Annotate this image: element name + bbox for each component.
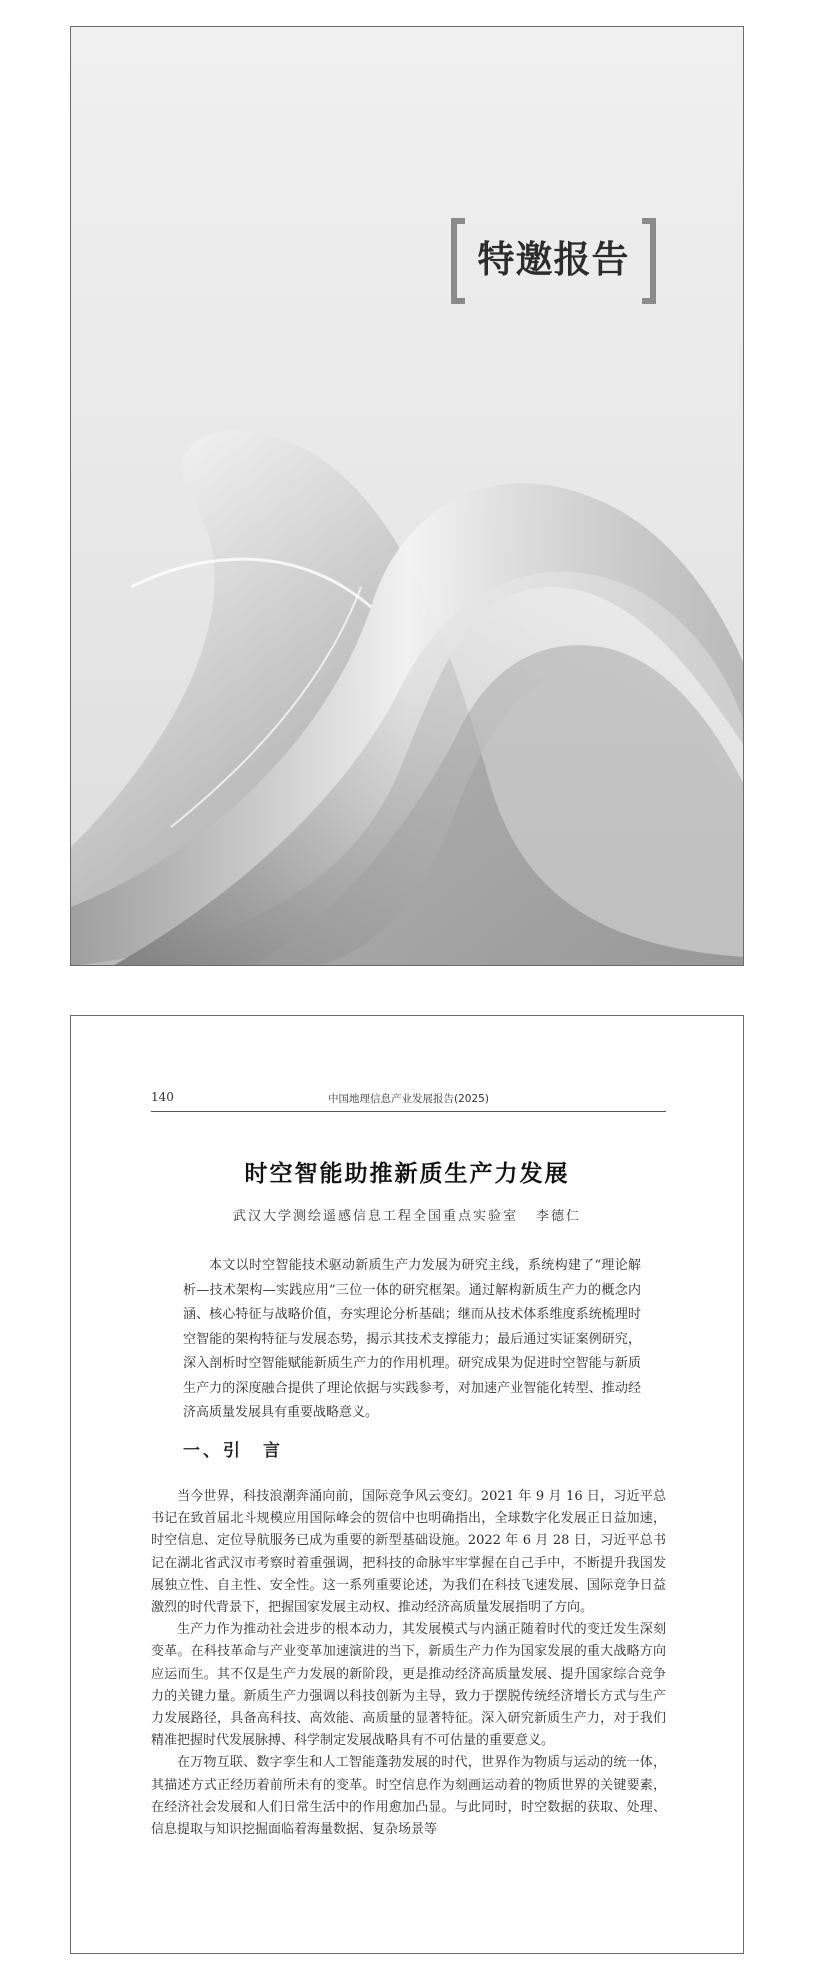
body-text [151,1486,666,1841]
cover-page [70,26,744,966]
author: 李德仁 [536,1209,582,1224]
running-head [151,1087,666,1112]
paragraph: 在万物互联、数字孪生和人工智能蓬勃发展的时代，世界作为物质与运动的统一体，其描述方式正经历着前所未有的变革。时空信息作为刻画运动着的物质世界的关键要素，在经济社会发展和人们日常生活中的作用愈加凸显。与此同时，时空数据的获取、处理、信息提取与知识挖掘面临着海量数据、复杂场景等 [151,1755,666,1838]
section-title: 特邀报告 [477,238,630,281]
byline [71,1205,743,1224]
left-bracket [451,218,465,304]
section-heading: 一、引 言 [183,1441,283,1461]
abstract: 本文以时空智能技术驱动新质生产力发展为研究主线，系统构建了“理论解析—技术架构—实践应用”三位一体的研究框架。通过解构新质生产力的概念内涵、核心特征与战略价值，夯实理论分析基础；继而从技术体系维度系统梳理时空智能的架构特征与发展态势，揭示其技术支撑能力；最后通过实证案例研究，深入剖析时空智能赋能新质生产力的作用机理。研究成果为促进时空智能与新质生产力的深度融合提供了理论依据与实践参考，对加速产业智能化转型、推动经济高质量发展具有重要战略意义。 [183,1258,641,1420]
silk-swirl-graphic [71,27,744,966]
affiliation: 武汉大学测绘遥感信息工程全国重点实验室 [232,1209,518,1224]
section-label [451,218,656,304]
paragraph: 当今世界，科技浪潮奔涌向前，国际竞争风云变幻。2021 年 9 月 16 日，习近平总书记在致首届北斗规模应用国际峰会的贺信中也明确指出，全球数字化发展正日益加速，时空信息、定位导航服务已成为重要的新型基础设施。2022 年 6 月 28 日，习近平总书记在湖北省武汉市考察时着重强调，把科技的命脉牢牢掌握在自己手中，不断提升我国发展独立性、自主性、安全性。这一系列重要论述，为我们在科技飞速发展、国际竞争日益激烈的时代背景下，把握国家发展主动权、推动经济高质量发展指明了方向。 [151,1489,666,1616]
right-bracket [642,218,656,304]
article-page [70,1015,744,1954]
article-title: 时空智能助推新质生产力发展 [244,1161,570,1187]
page-number: 140 [151,1090,174,1104]
journal-title: 中国地理信息产业发展报告(2025) [328,1093,489,1105]
paragraph: 生产力作为推动社会进步的根本动力，其发展模式与内涵正随着时代的变迁发生深刻变革。在科技革命与产业变革加速演进的当下，新质生产力作为国家发展的重大战略方向应运而生。其不仅是生产力发展的新阶段，更是推动经济高质量发展、提升国家综合竞争力的关键力量。新质生产力强调以科技创新为主导，致力于摆脱传统经济增长方式与生产力发展路径，具备高科技、高效能、高质量的显著特征。深入研究新质生产力，对于我们精准把握时代发展脉搏、科学制定发展战略具有不可估量的重要意义。 [151,1622,666,1749]
